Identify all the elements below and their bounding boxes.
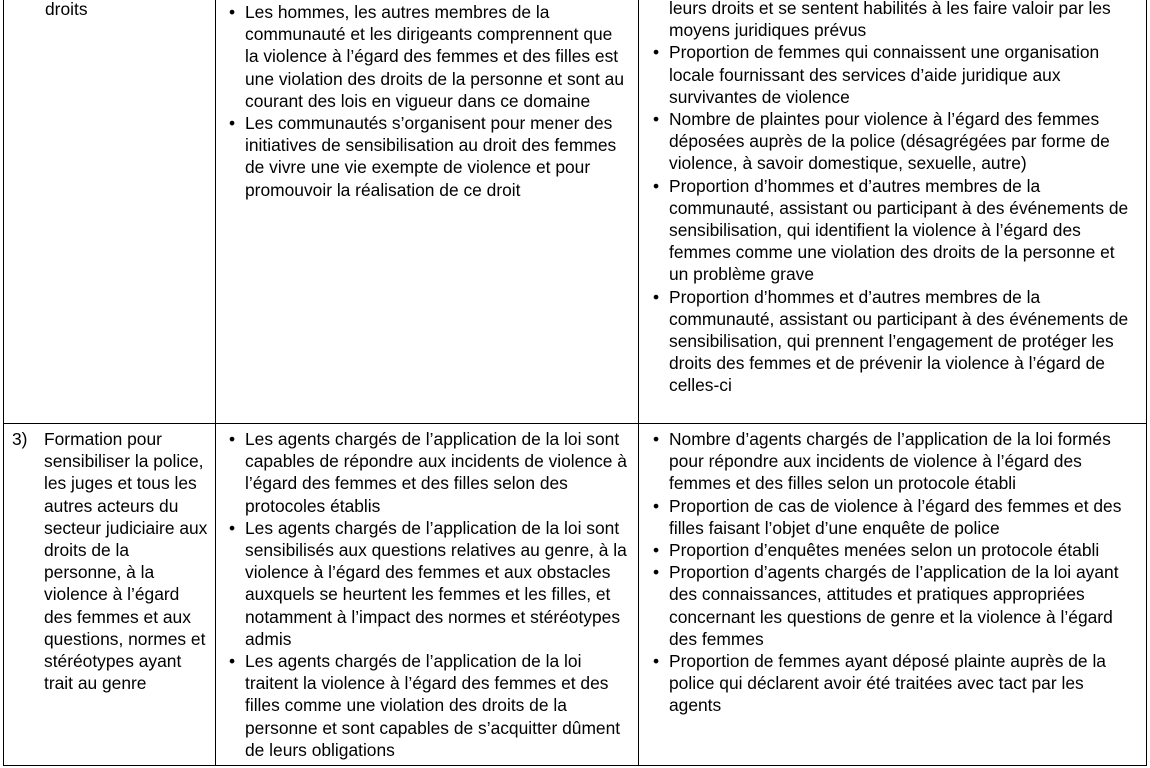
list-item: • Les agents chargés de l’application de la loi traitent la violence à l’égard des femmes et des filles comme une violation des droits de la personne et sont capables de s’acquitter dûment de leurs obligations <box>216 650 630 761</box>
list-item: • Les hommes, les autres membres de la communauté et les dirigeants comprennent que la violence à l’égard des femmes et des filles est une violation des droits de la personne et sont au courant des lois en vigueur dans ce domaine <box>216 1 630 112</box>
indicators-list <box>639 0 1146 397</box>
list-item: • Proportion de femmes ayant déposé plainte auprès de la police qui déclarent avoir été traitées avec tact par les agents <box>639 650 1136 717</box>
indicators-cell <box>639 424 1147 766</box>
outcomes-cell <box>216 424 639 766</box>
result-text: droits <box>45 0 88 19</box>
list-item: • Proportion de cas de violence à l’égard des femmes et des filles faisant l’objet d’une enquête de police <box>639 495 1136 539</box>
list-item: leurs droits et se sentent habilités à les faire valoir par les moyens juridiques prévus <box>669 0 1111 41</box>
result-cell <box>4 424 216 766</box>
outcomes-list <box>216 424 638 761</box>
list-item: • Les agents chargés de l’application de la loi sont capables de répondre aux incidents de violence à l’égard des femmes et des filles selon des protocoles établis <box>216 428 630 517</box>
list-item: • Les communautés s’organisent pour mener des initiatives de sensibilisation au droit des femmes de vivre une vie exempte de violence et pour promouvoir la réalisation de ce droit <box>216 112 630 201</box>
list-item: • Proportion d’agents chargés de l’application de la loi ayant des connaissances, attitudes et pratiques appropriées concernant les questions de genre et la violence à l’égard des femmes <box>639 561 1136 650</box>
list-item: • Proportion d’hommes et d’autres membres de la communauté, assistant ou participant à des événements de sensibilisation, qui identifient la violence à l’égard des femmes comme une violation des droits de la personne et un problème grave <box>639 175 1136 286</box>
row-number: 3) <box>12 429 28 449</box>
outcomes-cell <box>216 0 639 424</box>
indicators-list <box>639 424 1146 717</box>
list-item: • Proportion de femmes qui connaissent une organisation locale fournissant des services d’aide juridique aux survivantes de violence <box>639 41 1136 108</box>
list-item: • Proportion d’enquêtes menées selon un protocole établi <box>639 539 1136 561</box>
list-item: • Proportion d’hommes et d’autres membres de la communauté, assistant ou participant à des événements de sensibilisation, qui prennent l’engagement de protéger les droits des femmes et de prévenir la violence à l’égard de celles-ci <box>639 286 1136 397</box>
list-item: • Les agents chargés de l’application de la loi sont sensibilisés aux questions relatives au genre, à la violence à l’égard des femmes et aux obstacles auxquels se heurtent les femmes et les filles, et notamment à l’impact des normes et stéréotypes admis <box>216 517 630 650</box>
table-row <box>4 424 1147 766</box>
indicators-cell <box>639 0 1147 424</box>
list-item: • Nombre d’agents chargés de l’application de la loi formés pour répondre aux incidents de violence à l’égard des femmes et des filles selon un protocole établi <box>639 428 1136 495</box>
result-text: Formation pour sensibiliser la police, les juges et tous les autres acteurs du secteur judiciaire aux droits de la personne, à la violence à l’égard des femmes et aux questions, normes et stéréotypes ayant trait au genre <box>44 429 208 694</box>
list-item: • Nombre de plaintes pour violence à l’égard des femmes déposées auprès de la police (désagrégées par forme de violence, à savoir domestique, sexuelle, autre) <box>639 108 1136 175</box>
table-row <box>4 0 1147 424</box>
result-cell <box>4 0 216 424</box>
outcomes-list <box>216 0 638 201</box>
results-table <box>3 0 1147 766</box>
